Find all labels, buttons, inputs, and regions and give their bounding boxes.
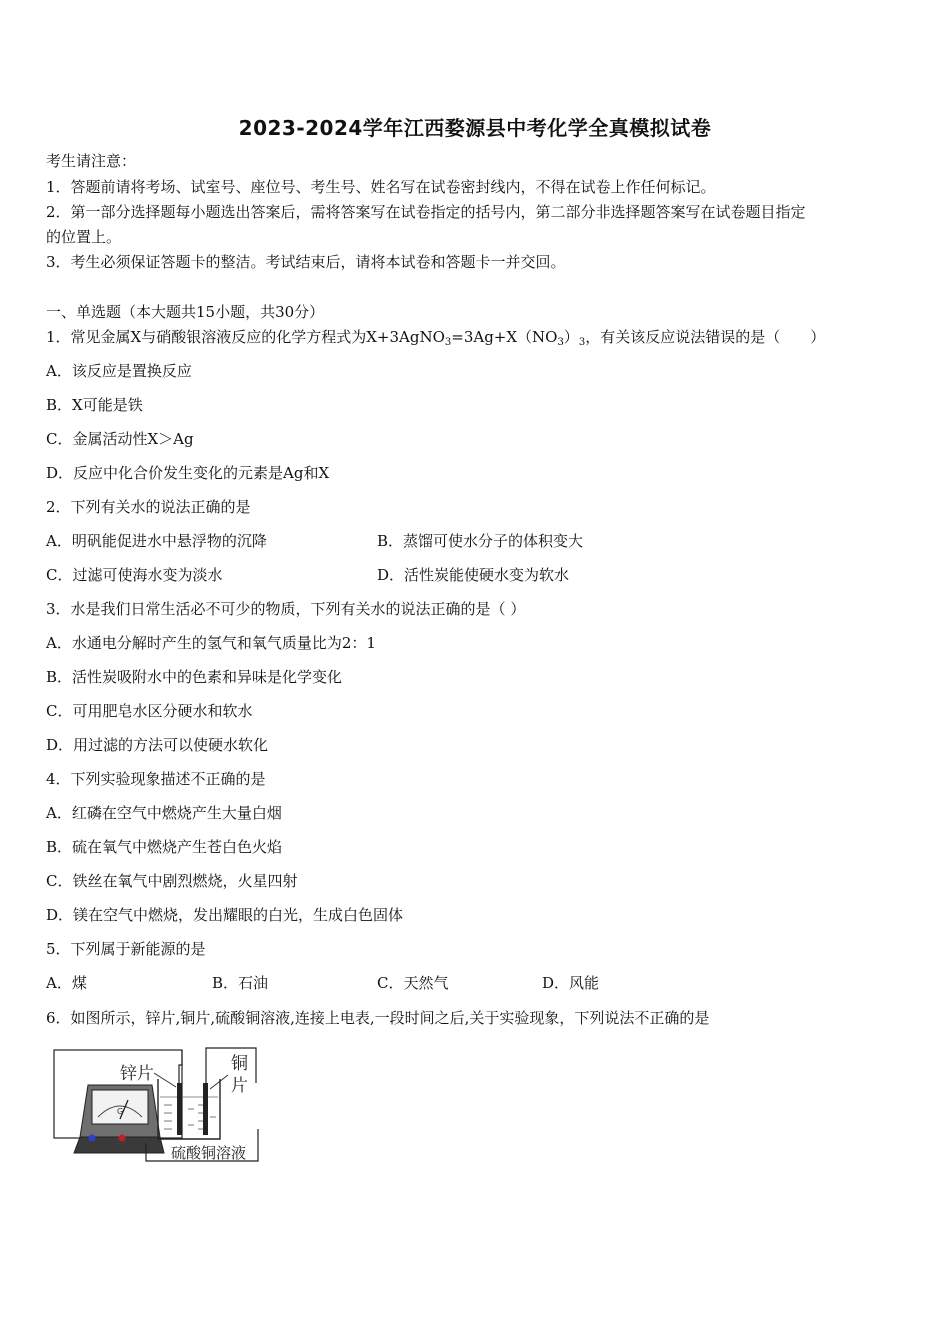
question-1-option-b: B．X可能是铁 (46, 396, 143, 414)
question-4-option-d: D．镁在空气中燃烧，发出耀眼的白光，生成白色固体 (46, 906, 404, 924)
notice-item: 1．答题前请将考场、试室号、座位号、考生号、姓名写在试卷密封线内，不得在试卷上作任何标记。 (46, 178, 716, 196)
terminal-blue (89, 1135, 96, 1142)
question-1-option-a: A．该反应是置换反应 (46, 362, 192, 380)
question-1-stem: 1．常见金属X与硝酸银溶液反应的化学方程式为$X+3AgNO_3=3Ag+X(NO_3)_3$，有关该反应说法错误的是（ ） (46, 328, 826, 348)
question-3-option-d: D．用过滤的方法可以使硬水软化 (46, 736, 269, 754)
question-5-option-b: B．石油 (212, 974, 269, 992)
question-3-stem: 3．水是我们日常生活必不可少的物质，下列有关水的说法正确的是（ ） (46, 600, 526, 618)
notice-item: 2．第一部分选择题每小题选出答案后，需将答案写在试卷指定的括号内，第二部分非选择题答案写在试卷题目指定 (46, 203, 806, 221)
zinc-electrode (177, 1083, 182, 1135)
label-zinc: 锌片 (120, 1064, 154, 1084)
question-3-option-c: C．可用肥皂水区分硬水和软水 (46, 702, 253, 720)
question-3-option-b: B．活性炭吸附水中的色素和异味是化学变化 (46, 668, 343, 686)
label-copper-1: 铜 (231, 1054, 248, 1074)
question-5-option-c: C．天然气 (377, 974, 449, 992)
meter-mark: G (117, 1107, 124, 1116)
notice-item: 的位置上。 (46, 228, 122, 246)
question-4-stem: 4．下列实验现象描述不正确的是 (46, 770, 266, 788)
question-4-option-b: B．硫在氧气中燃烧产生苍白色火焰 (46, 838, 283, 856)
notice-heading: 考生请注意： (46, 152, 137, 170)
question-5-stem: 5．下列属于新能源的是 (46, 940, 206, 958)
question-1-option-d: D．反应中化合价发生变化的元素是Ag和X (46, 464, 330, 482)
galvanic-cell-figure (48, 1043, 264, 1167)
terminal-red (119, 1135, 126, 1142)
question-2-option-d: D．活性炭能使硬水变为软水 (377, 566, 570, 584)
leader-copper (210, 1075, 228, 1089)
question-1-option-c: C．金属活动性X＞Ag (46, 430, 194, 448)
question-4-option-a: A．红磷在空气中燃烧产生大量白烟 (46, 804, 282, 822)
page-title: 2023-2024学年江西婺源县中考化学全真模拟试卷 (238, 116, 712, 140)
label-copper-2: 片 (231, 1076, 248, 1096)
copper-electrode (203, 1083, 208, 1135)
question-2-stem: 2．下列有关水的说法正确的是 (46, 498, 251, 516)
question-2-option-a: A．明矾能促进水中悬浮物的沉降 (46, 532, 267, 550)
question-2-option-c: C．过滤可使海水变为淡水 (46, 566, 223, 584)
question-4-option-c: C．铁丝在氧气中剧烈燃烧，火星四射 (46, 872, 298, 890)
notice-item: 3．考生必须保证答题卡的整洁。考试结束后，请将本试卷和答题卡一并交回。 (46, 253, 566, 271)
label-solution: 硫酸铜溶液 (171, 1144, 247, 1162)
question-5-option-a: A．煤 (46, 974, 87, 992)
question-6-stem: 6．如图所示，锌片,铜片,硫酸铜溶液,连接上电表,一段时间之后,关于实验现象，下列说法不正确的是 (46, 1009, 710, 1027)
question-3-option-a: A．水通电分解时产生的氢气和氧气质量比为2：1 (46, 634, 376, 652)
question-5-option-d: D．风能 (542, 974, 600, 992)
question-2-option-b: B．蒸馏可使水分子的体积变大 (377, 532, 584, 550)
section-heading: 一、单选题（本大题共15小题，共30分） (46, 303, 325, 321)
solution-hatching (164, 1105, 216, 1129)
